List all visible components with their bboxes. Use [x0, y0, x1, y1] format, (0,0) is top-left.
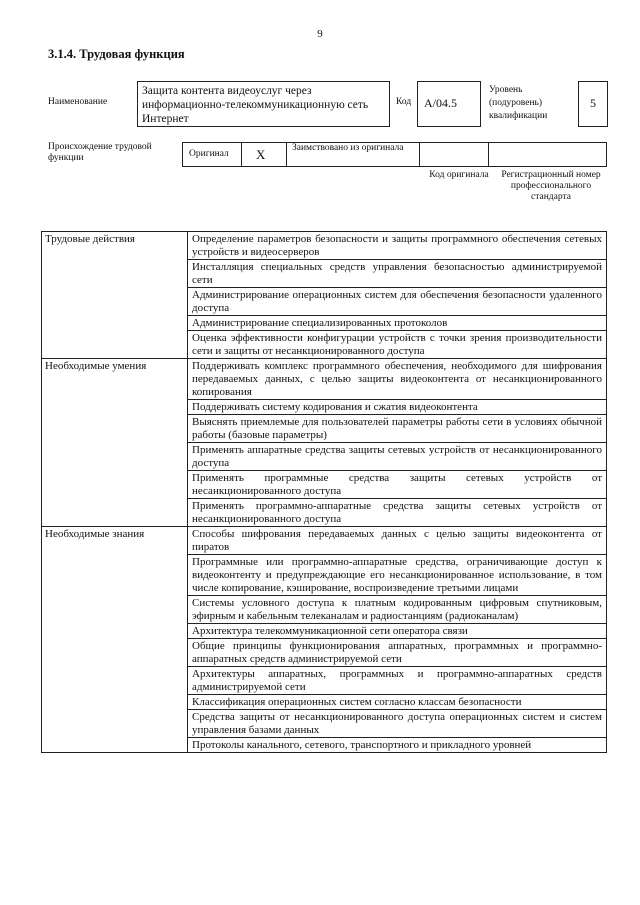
- borrowed-label: Заимствовано из оригинала: [286, 142, 420, 167]
- list-item: Оценка эффективности конфигурации устройств с точки зрения производительности сети и защиты от несанкционированного доступа: [188, 331, 607, 359]
- origin-table: [182, 142, 607, 167]
- table-row: [42, 232, 607, 260]
- name-value: Защита контента видеоуслуг через информационно-телекоммуникационную сеть Интернет: [137, 81, 390, 127]
- list-item: Применять программно-аппаратные средства защиты сетевых устройств от несанкционированного доступа: [188, 499, 607, 527]
- level-value: 5: [578, 81, 608, 127]
- list-item: Администрирование операционных систем для обеспечения безопасности удаленного доступа: [188, 288, 607, 316]
- code-original-cell: [419, 142, 489, 167]
- code-original-caption: Код оригинала: [429, 170, 489, 180]
- page-number: 9: [317, 28, 323, 40]
- list-item: Общие принципы функционирования аппаратных, программных и программно-аппаратных средств администрируемой сети: [188, 639, 607, 667]
- level-label: Уровень (подуровень) квалификации: [489, 85, 548, 121]
- original-mark: X: [241, 142, 287, 167]
- list-item: Выяснять приемлемые для пользователей параметры работы сети в условиях обычной работы (базовые параметры): [188, 415, 607, 443]
- origin-label: Происхождение трудовой функции: [48, 142, 152, 163]
- name-label: Наименование: [48, 97, 108, 107]
- reg-number-cell: [488, 142, 607, 167]
- section-title-cell: Трудовые действия: [42, 232, 188, 359]
- list-item: Архитектуры аппаратных, программных и программно-аппаратных средств администрируемой сети: [188, 667, 607, 695]
- list-item: Средства защиты от несанкционированного доступа операционных систем и систем управления базами данных: [188, 710, 607, 738]
- list-item: Способы шифрования передаваемых данных с целью защиты видеоконтента от пиратов: [188, 527, 607, 555]
- list-item: Инсталляция специальных средств управления безопасностью администрируемой сети: [188, 260, 607, 288]
- section-title: 3.1.4. Трудовая функция: [48, 47, 185, 61]
- original-label: Оригинал: [182, 142, 242, 167]
- list-item: Применять программные средства защиты сетевых устройств от несанкционированного доступа: [188, 471, 607, 499]
- list-item: Архитектура телекоммуникационной сети оператора связи: [188, 624, 607, 639]
- reg-number-caption: Регистрационный номер профессионального стандарта: [501, 170, 601, 202]
- list-item: Поддерживать систему кодирования и сжатия видеоконтента: [188, 400, 607, 415]
- list-item: Применять аппаратные средства защиты сетевых устройств от несанкционированного доступа: [188, 443, 607, 471]
- table-row: [42, 527, 607, 555]
- table-row: [42, 359, 607, 400]
- section-title-cell: Необходимые знания: [42, 527, 188, 753]
- function-table: [41, 231, 607, 753]
- list-item: Поддерживать комплекс программного обеспечения, необходимого для шифрования передаваемых данных, с целью защиты видеоконтента от несанкционированного копирования: [188, 359, 607, 400]
- code-value: А/04.5: [417, 81, 481, 127]
- list-item: Администрирование специализированных протоколов: [188, 316, 607, 331]
- list-item: Протоколы канального, сетевого, транспортного и прикладного уровней: [188, 738, 607, 753]
- code-label: Код: [396, 97, 412, 107]
- list-item: Системы условного доступа к платным кодированным цифровым спутниковым, эфирным и кабельным телеканалам и радиостанциям (радиоканалам): [188, 596, 607, 624]
- section-title-cell: Необходимые умения: [42, 359, 188, 527]
- list-item: Определение параметров безопасности и защиты программного обеспечения сетевых устройств и видеосерверов: [188, 232, 607, 260]
- list-item: Классификация операционных систем согласно классам безопасности: [188, 695, 607, 710]
- list-item: Программные или программно-аппаратные средства, ограничивающие доступ к видеоконтенту и предупреждающие его несанкционированное использование, в том числе копирование, кэширование, воспроизведение третьими лицами: [188, 555, 607, 596]
